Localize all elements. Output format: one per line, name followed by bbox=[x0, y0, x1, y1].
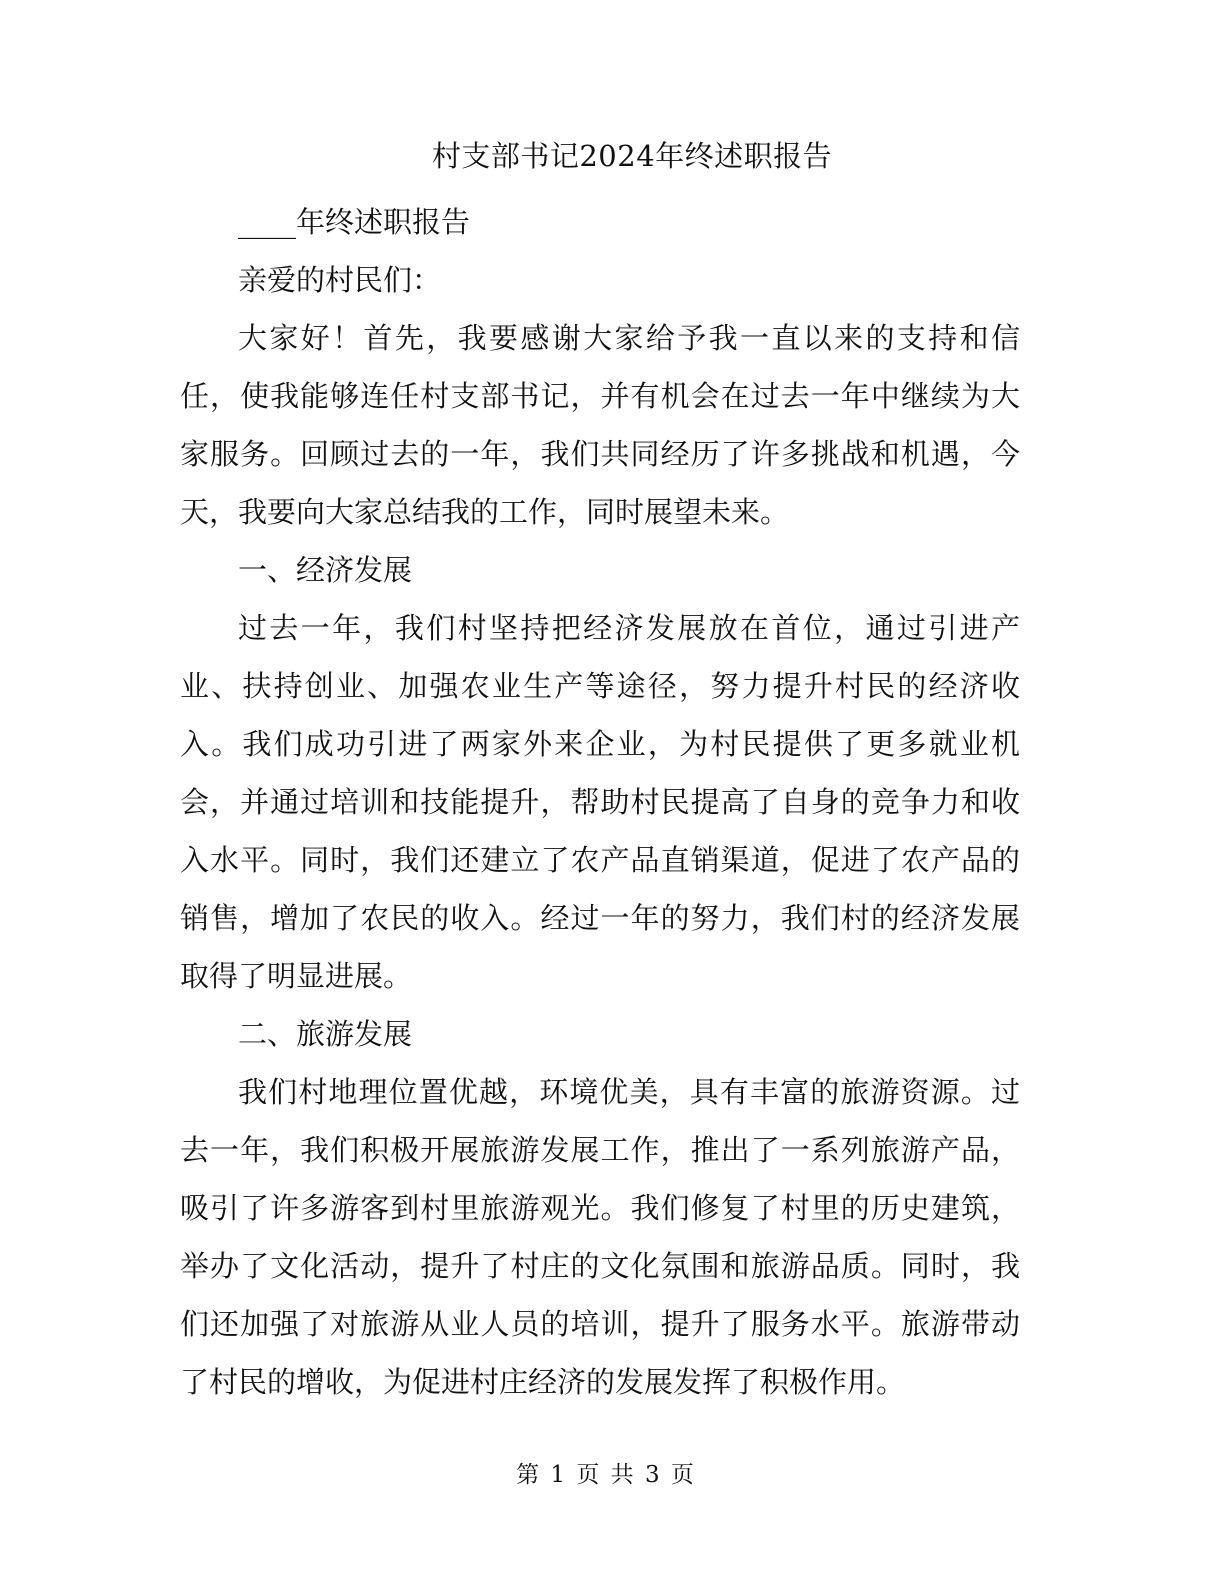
paragraph-economy: 过去一年，我们村坚持把经济发展放在首位，通过引进产业、扶持创业、加强农业生产等途径，努力提升村民的经济收入。我们成功引进了两家外来企业，为村民提供了更多就业机会，并通过培训和技能提升，帮助村民提高了自身的竞争力和收入水平。同时，我们还建立了农产品直销渠道，促进了农产品的销售，增加了农民的收入。经过一年的努力，我们村的经济发展取得了明显进展。 bbox=[180, 611, 1020, 993]
paragraph-tourism: 我们村地理位置优越，环境优美，具有丰富的旅游资源。过去一年，我们积极开展旅游发展工作，推出了一系列旅游产品，吸引了许多游客到村里旅游观光。我们修复了村里的历史建筑，举办了文化活动，提升了村庄的文化氛围和旅游品质。同时，我们还加强了对旅游从业人员的培训，提升了服务水平。旅游带动了村民的增收，为促进村庄经济的发展发挥了积极作用。 bbox=[180, 1075, 1020, 1399]
page-footer bbox=[0, 1458, 1212, 1492]
section-heading-economy: 一、经济发展 bbox=[238, 553, 413, 587]
paragraph-intro: 大家好！首先，我要感谢大家给予我一直以来的支持和信任，使我能够连任村支部书记，并有机会在过去一年中继续为大家服务。回顾过去的一年，我们共同经历了许多挑战和机遇，今天，我要向大家总结我的工作，同时展望未来。 bbox=[180, 321, 1020, 529]
salutation: 亲爱的村民们： bbox=[238, 263, 442, 297]
report-heading: ____年终述职报告 bbox=[238, 205, 471, 239]
page-number: 第 1 页 共 3 页 bbox=[516, 1462, 696, 1488]
document-title: 村支部书记2024年终述职报告 bbox=[431, 139, 833, 173]
section-heading-tourism: 二、旅游发展 bbox=[238, 1017, 413, 1051]
document-body bbox=[180, 193, 1020, 1411]
